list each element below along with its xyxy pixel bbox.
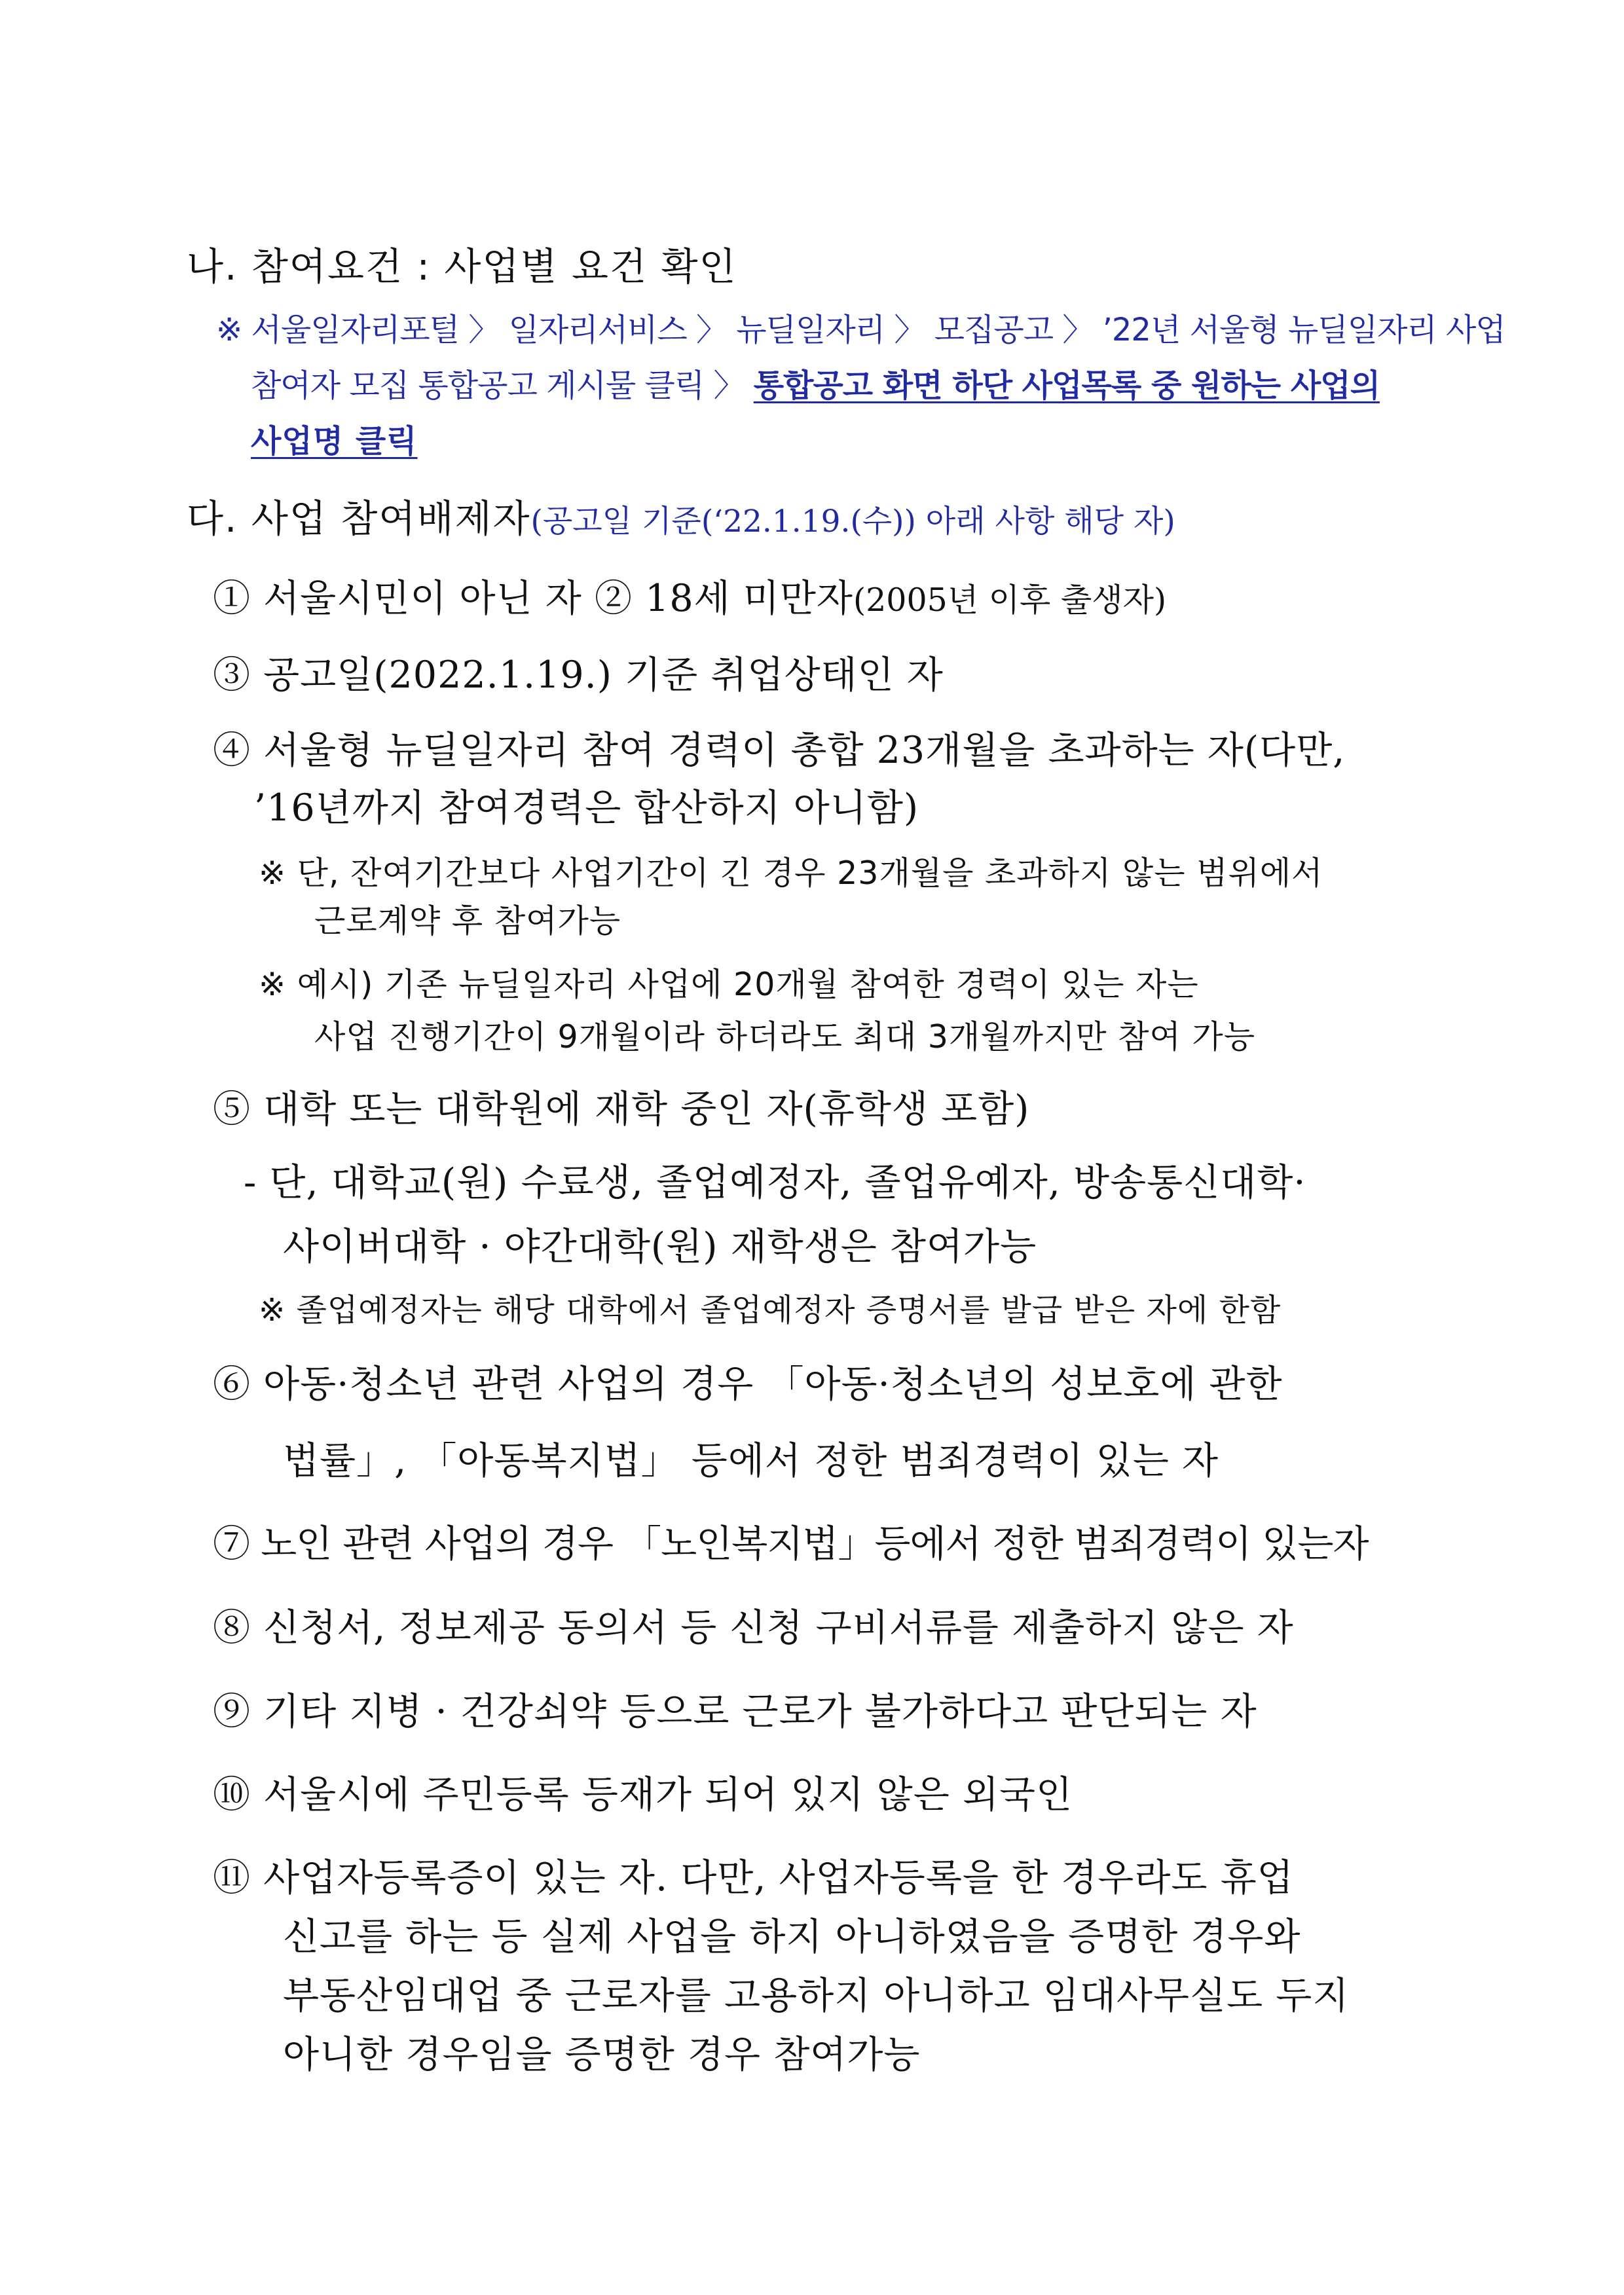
portal-path-note-line3 (251, 416, 418, 461)
item-11-line1: ⑪ 사업자등록증이 있는 자. 다만, 사업자등록을 한 경우라도 휴업 (213, 1856, 1294, 1900)
item-4-note1-line1: ※ 단, 잔여기간보다 사업기간이 긴 경우 23개월을 초과하지 않는 범위에서 (259, 854, 1323, 892)
portal-path-note-plain: 참여자 모집 통합공고 게시물 클릭 〉 (251, 367, 754, 404)
item-5-sub-line2: 사이버대학 · 야간대학(원) 재학생은 참여가능 (283, 1225, 1037, 1268)
item-7: ⑦ 노인 관련 사업의 경우 「노인복지법」등에서 정한 범죄경력이 있는자 (213, 1522, 1369, 1566)
item-4-note2-line2: 사업 진행기간이 9개월이라 하더라도 최대 3개월까지만 참여 가능 (314, 1018, 1256, 1056)
item-4-note2-line1: ※ 예시) 기존 뉴딜일자리 사업에 20개월 참여한 경력이 있는 자는 (259, 966, 1199, 1003)
section-da-title-prefix: 다. 사업 참여배제자 (187, 496, 531, 541)
item-2-birth-note: (2005년 이후 출생자) (853, 581, 1167, 619)
portal-path-link[interactable]: 통합공고 화면 하단 사업목록 중 원하는 사업의 (753, 367, 1380, 404)
project-name-link[interactable]: 사업명 클릭 (251, 423, 418, 460)
item-5: ⑤ 대학 또는 대학원에 재학 중인 자(휴학생 포함) (213, 1088, 1030, 1131)
section-na-title: 나. 참여요건 : 사업별 요건 확인 (187, 244, 737, 289)
item-1-2-main: ① 서울시민이 아닌 자 ② 18세 미만자 (213, 577, 853, 620)
item-6-line2: 법률」, 「아동복지법」 등에서 정한 범죄경력이 있는 자 (283, 1439, 1219, 1482)
section-da-title-suffix: (공고일 기준(‘22.1.19.(수)) 아래 사항 해당 자) (530, 504, 1175, 540)
item-10: ⑩ 서울시에 주민등록 등재가 되어 있지 않은 외국인 (213, 1773, 1073, 1816)
item-4-line1: ④ 서울형 뉴딜일자리 참여 경력이 총합 23개월을 초과하는 자(다만, (213, 729, 1346, 772)
section-da-title (187, 488, 1175, 543)
item-5-note: ※ 졸업예정자는 해당 대학에서 졸업예정자 증명서를 발급 받은 자에 한함 (259, 1292, 1282, 1329)
item-1-2 (213, 568, 1166, 622)
item-4-line2: ’16년까지 참여경력은 합산하지 아니함) (254, 786, 919, 830)
item-11-line4: 아니한 경우임을 증명한 경우 참여가능 (283, 2033, 921, 2076)
item-9: ⑨ 기타 지병 · 건강쇠약 등으로 근로가 불가하다고 판단되는 자 (213, 1690, 1257, 1733)
item-8: ⑧ 신청서, 정보제공 동의서 등 신청 구비서류를 제출하지 않은 자 (213, 1606, 1294, 1649)
item-11-line2: 신고를 하는 등 실제 사업을 하지 아니하였음을 증명한 경우와 (283, 1915, 1301, 1958)
portal-path-note-line2 (251, 360, 1380, 405)
item-11-line3: 부동산임대업 중 근로자를 고용하지 아니하고 임대사무실도 두지 (283, 1974, 1350, 2017)
portal-path-note-line1: ※ 서울일자리포털 〉 일자리서비스 〉 뉴딜일자리 〉 모집공고 〉 ’22년 서울형 뉴딜일자리 사업 (216, 312, 1505, 348)
item-5-sub-line1: - 단, 대학교(원) 수료생, 졸업예정자, 졸업유예자, 방송통신대학· (244, 1161, 1306, 1204)
item-4-note1-line2: 근로계약 후 참여가능 (314, 902, 621, 940)
item-6-line1: ⑥ 아동·청소년 관련 사업의 경우 「아동·청소년의 성보호에 관한 (213, 1363, 1283, 1406)
item-3: ③ 공고일(2022.1.19.) 기준 취업상태인 자 (213, 653, 944, 697)
